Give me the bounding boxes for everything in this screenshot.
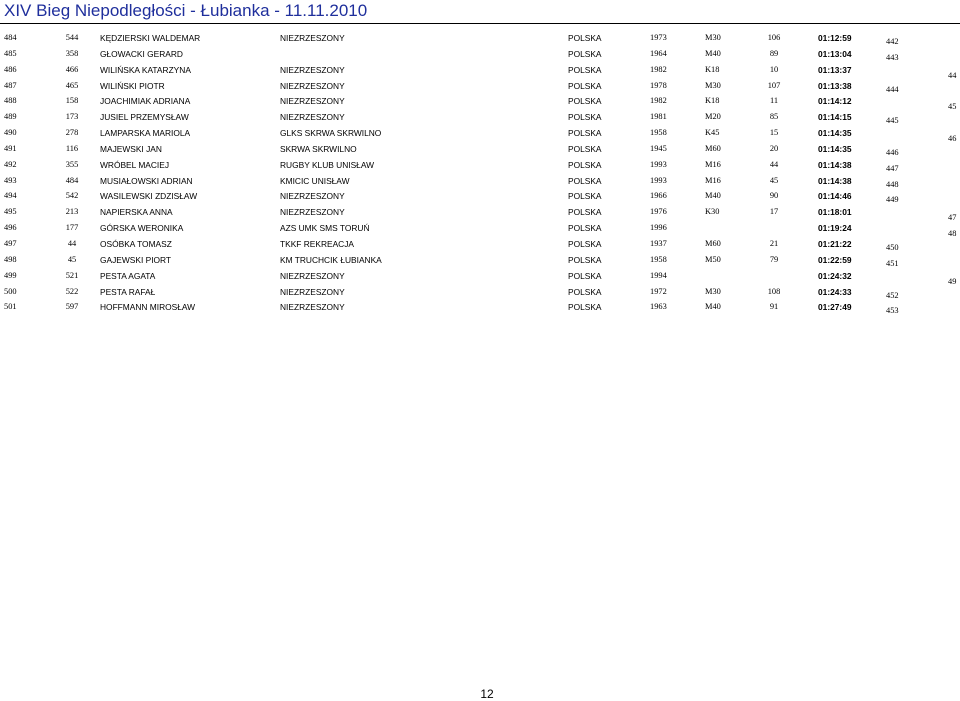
bib-cell: 465 xyxy=(65,80,79,90)
place-cell: 495 xyxy=(4,207,17,217)
category-cell: M30 xyxy=(705,80,721,90)
club-cell: NIEZRZESZONY xyxy=(280,302,345,313)
finish-time-cell: 01:22:59 xyxy=(818,254,852,265)
club-cell: NIEZRZESZONY xyxy=(280,33,345,43)
birth-year-cell: 1937 xyxy=(650,238,667,248)
runner-name-cell: OSÓBKA TOMASZ xyxy=(100,238,172,249)
finish-time-cell: 01:27:49 xyxy=(818,302,852,313)
category-place-cell: 79 xyxy=(769,254,779,264)
place-cell: 490 xyxy=(4,128,17,138)
place-cell: 488 xyxy=(4,96,17,106)
birth-year-cell: 1964 xyxy=(650,48,667,58)
table-row xyxy=(0,286,960,302)
finish-time-cell: 01:24:33 xyxy=(818,286,852,297)
country-cell: POLSKA xyxy=(568,302,602,313)
finish-time-cell: 01:14:46 xyxy=(818,191,852,202)
table-row xyxy=(0,270,960,286)
table-row xyxy=(0,175,960,191)
country-cell: POLSKA xyxy=(568,96,602,107)
birth-year-cell: 1993 xyxy=(650,159,667,169)
place-cell: 499 xyxy=(4,270,17,280)
place-cell: 493 xyxy=(4,175,17,185)
birth-year-cell: 1945 xyxy=(650,143,667,153)
club-cell: NIEZRZESZONY xyxy=(280,191,345,202)
bib-cell: 158 xyxy=(65,96,79,106)
place-cell: 484 xyxy=(4,33,17,42)
category-cell: M30 xyxy=(705,286,721,296)
finish-time-cell: 01:14:38 xyxy=(818,175,852,186)
gender-place-cell: 443 xyxy=(886,52,899,62)
place-cell: 494 xyxy=(4,191,17,201)
runner-name-cell: PESTA RAFAŁ xyxy=(100,286,156,297)
club-cell: NIEZRZESZONY xyxy=(280,112,345,123)
runner-name-cell: LAMPARSKA MARIOLA xyxy=(100,128,191,139)
gender-place-cell: 445 xyxy=(886,116,899,126)
bib-cell: 522 xyxy=(65,286,79,296)
runner-name-cell: WASILEWSKI ZDZISŁAW xyxy=(100,191,198,202)
birth-year-cell: 1982 xyxy=(650,96,667,106)
gender-place-cell: 449 xyxy=(886,195,899,205)
birth-year-cell: 1972 xyxy=(650,286,667,296)
place-cell: 485 xyxy=(4,48,17,58)
table-row xyxy=(0,64,960,80)
finish-time-cell: 01:14:38 xyxy=(818,159,852,170)
bib-cell: 173 xyxy=(65,112,79,122)
category-place-cell: 106 xyxy=(767,33,781,42)
category-place-cell: 89 xyxy=(769,48,779,58)
country-cell: POLSKA xyxy=(568,175,602,186)
page-title: XIV Bieg Niepodległości - Łubianka - 11.11.2010 xyxy=(4,1,368,20)
club-cell: NIEZRZESZONY xyxy=(280,80,345,91)
page-number: 12 xyxy=(480,687,494,701)
club-cell: AZS UMK SMS TORUŃ xyxy=(280,223,370,234)
category-place-cell: 15 xyxy=(769,128,779,138)
gender-place-cell: 452 xyxy=(886,290,899,300)
club-cell: GLKS SKRWA SKRWILNO xyxy=(280,128,382,139)
bib-cell: 44 xyxy=(67,238,77,248)
title-divider xyxy=(0,23,960,24)
country-cell: POLSKA xyxy=(568,64,602,75)
category-cell: K18 xyxy=(705,64,720,74)
table-row xyxy=(0,48,960,64)
category-cell: K18 xyxy=(705,96,720,106)
gender-place-cell: 442 xyxy=(886,37,899,46)
category-place-cell: 11 xyxy=(769,96,779,106)
birth-year-cell: 1978 xyxy=(650,80,667,90)
runner-name-cell: NAPIERSKA ANNA xyxy=(100,207,173,218)
country-cell: POLSKA xyxy=(568,159,602,170)
table-row xyxy=(0,80,960,96)
category-place-cell: 91 xyxy=(769,302,779,312)
gender-place-cell: 47 xyxy=(948,213,957,223)
runner-name-cell: WILIŃSKI PIOTR xyxy=(100,80,165,91)
finish-time-cell: 01:14:35 xyxy=(818,143,852,154)
category-cell: M16 xyxy=(705,159,721,169)
bib-cell: 213 xyxy=(65,207,79,217)
country-cell: POLSKA xyxy=(568,48,602,59)
category-place-cell: 44 xyxy=(769,159,779,169)
category-place-cell: 10 xyxy=(769,64,779,74)
country-cell: POLSKA xyxy=(568,191,602,202)
gender-place-cell: 447 xyxy=(886,163,899,173)
country-cell: POLSKA xyxy=(568,33,602,43)
club-cell: TKKF REKREACJA xyxy=(280,238,354,249)
gender-place-cell: 46 xyxy=(948,134,957,144)
gender-place-cell: 45 xyxy=(948,102,957,112)
country-cell: POLSKA xyxy=(568,238,602,249)
finish-time-cell: 01:13:04 xyxy=(818,48,852,59)
club-cell: NIEZRZESZONY xyxy=(280,96,345,107)
table-row xyxy=(0,127,960,143)
gender-place-cell: 450 xyxy=(886,242,899,252)
table-row xyxy=(0,95,960,111)
finish-time-cell: 01:14:15 xyxy=(818,112,852,123)
runner-name-cell: MUSIAŁOWSKI ADRIAN xyxy=(100,175,193,186)
place-cell: 492 xyxy=(4,159,17,169)
birth-year-cell: 1982 xyxy=(650,64,667,74)
gender-place-cell: 448 xyxy=(886,179,899,189)
category-cell: M30 xyxy=(705,33,721,42)
birth-year-cell: 1958 xyxy=(650,254,667,264)
place-cell: 486 xyxy=(4,64,17,74)
birth-year-cell: 1973 xyxy=(650,33,667,42)
birth-year-cell: 1966 xyxy=(650,191,667,201)
finish-time-cell: 01:14:35 xyxy=(818,128,852,139)
place-cell: 497 xyxy=(4,238,17,248)
category-cell: M40 xyxy=(705,48,721,58)
country-cell: POLSKA xyxy=(568,128,602,139)
category-place-cell: 45 xyxy=(769,175,779,185)
bib-cell: 45 xyxy=(67,254,77,264)
bib-cell: 278 xyxy=(65,128,79,138)
gender-place-cell: 44 xyxy=(948,70,957,80)
category-place-cell: 21 xyxy=(769,238,779,248)
gender-place-cell: 446 xyxy=(886,147,899,157)
bib-cell: 358 xyxy=(65,48,79,58)
bib-cell: 544 xyxy=(65,33,79,42)
category-cell: K45 xyxy=(705,128,720,138)
table-row xyxy=(0,32,960,48)
birth-year-cell: 1996 xyxy=(650,223,667,233)
club-cell: NIEZRZESZONY xyxy=(280,207,345,218)
runner-name-cell: HOFFMANN MIROSŁAW xyxy=(100,302,196,313)
gender-place-cell: 49 xyxy=(948,276,957,286)
finish-time-cell: 01:19:24 xyxy=(818,223,852,234)
bib-cell: 597 xyxy=(65,302,79,312)
bib-cell: 484 xyxy=(65,175,79,185)
finish-time-cell: 01:18:01 xyxy=(818,207,852,218)
country-cell: POLSKA xyxy=(568,254,602,265)
category-cell: M16 xyxy=(705,175,721,185)
category-place-cell: 108 xyxy=(767,286,781,296)
gender-place-cell: 48 xyxy=(948,229,957,239)
country-cell: POLSKA xyxy=(568,207,602,218)
country-cell: POLSKA xyxy=(568,270,602,281)
birth-year-cell: 1963 xyxy=(650,302,667,312)
runner-name-cell: GŁOWACKI GERARD xyxy=(100,48,183,59)
table-row xyxy=(0,111,960,127)
place-cell: 501 xyxy=(4,302,17,312)
category-cell: M60 xyxy=(705,143,721,153)
bib-cell: 542 xyxy=(65,191,79,201)
runner-name-cell: GAJEWSKI PIORT xyxy=(100,254,172,265)
category-place-cell: 20 xyxy=(769,143,779,153)
country-cell: POLSKA xyxy=(568,112,602,123)
runner-name-cell: MAJEWSKI JAN xyxy=(100,143,162,154)
table-row xyxy=(0,301,960,317)
runner-name-cell: JUSIEL PRZEMYSŁAW xyxy=(100,112,189,123)
place-cell: 489 xyxy=(4,112,17,122)
bib-cell: 355 xyxy=(65,159,79,169)
place-cell: 498 xyxy=(4,254,17,264)
country-cell: POLSKA xyxy=(568,143,602,154)
club-cell: KM TRUCHCIK ŁUBIANKA xyxy=(280,254,382,265)
table-row xyxy=(0,222,960,238)
finish-time-cell: 01:12:59 xyxy=(818,33,852,43)
table-row xyxy=(0,190,960,206)
bib-cell: 116 xyxy=(65,143,79,153)
category-cell: M50 xyxy=(705,254,721,264)
club-cell: RUGBY KLUB UNISŁAW xyxy=(280,159,375,170)
category-cell: M20 xyxy=(705,112,721,122)
table-row xyxy=(0,143,960,159)
finish-time-cell: 01:13:38 xyxy=(818,80,852,91)
category-place-cell: 107 xyxy=(767,80,781,90)
category-place-cell: 17 xyxy=(769,207,779,217)
bib-cell: 521 xyxy=(65,270,79,280)
category-cell: M40 xyxy=(705,302,721,312)
club-cell: NIEZRZESZONY xyxy=(280,64,345,75)
club-cell: KMICIC UNISŁAW xyxy=(280,175,350,186)
finish-time-cell: 01:13:37 xyxy=(818,64,852,75)
country-cell: POLSKA xyxy=(568,223,602,234)
club-cell: NIEZRZESZONY xyxy=(280,286,345,297)
runner-name-cell: WRÓBEL MACIEJ xyxy=(100,159,170,170)
table-row xyxy=(0,206,960,222)
country-cell: POLSKA xyxy=(568,286,602,297)
runner-name-cell: GÓRSKA WERONIKA xyxy=(100,223,184,234)
birth-year-cell: 1994 xyxy=(650,270,667,280)
club-cell: NIEZRZESZONY xyxy=(280,270,345,281)
birth-year-cell: 1981 xyxy=(650,112,667,122)
finish-time-cell: 01:21:22 xyxy=(818,238,852,249)
birth-year-cell: 1958 xyxy=(650,128,667,138)
finish-time-cell: 01:14:12 xyxy=(818,96,852,107)
birth-year-cell: 1976 xyxy=(650,207,667,217)
club-cell: SKRWA SKRWILNO xyxy=(280,143,357,154)
table-row xyxy=(0,159,960,175)
category-cell: K30 xyxy=(705,207,720,217)
place-cell: 487 xyxy=(4,80,17,90)
table-row xyxy=(0,238,960,254)
results-table xyxy=(0,32,960,317)
category-place-cell: 85 xyxy=(769,112,779,122)
finish-time-cell: 01:24:32 xyxy=(818,270,852,281)
place-cell: 491 xyxy=(4,143,17,153)
birth-year-cell: 1993 xyxy=(650,175,667,185)
bib-cell: 466 xyxy=(65,64,79,74)
category-cell: M40 xyxy=(705,191,721,201)
runner-name-cell: JOACHIMIAK ADRIANA xyxy=(100,96,191,107)
runner-name-cell: PESTA AGATA xyxy=(100,270,156,281)
table-row xyxy=(0,254,960,270)
bib-cell: 177 xyxy=(65,223,79,233)
runner-name-cell: KĘDZIERSKI WALDEMAR xyxy=(100,33,201,43)
gender-place-cell: 451 xyxy=(886,258,899,268)
gender-place-cell: 444 xyxy=(886,84,899,94)
category-cell: M60 xyxy=(705,238,721,248)
runner-name-cell: WILIŃSKA KATARZYNA xyxy=(100,64,191,75)
place-cell: 500 xyxy=(4,286,17,296)
place-cell: 496 xyxy=(4,223,17,233)
gender-place-cell: 453 xyxy=(886,306,899,316)
category-place-cell: 90 xyxy=(769,191,779,201)
country-cell: POLSKA xyxy=(568,80,602,91)
